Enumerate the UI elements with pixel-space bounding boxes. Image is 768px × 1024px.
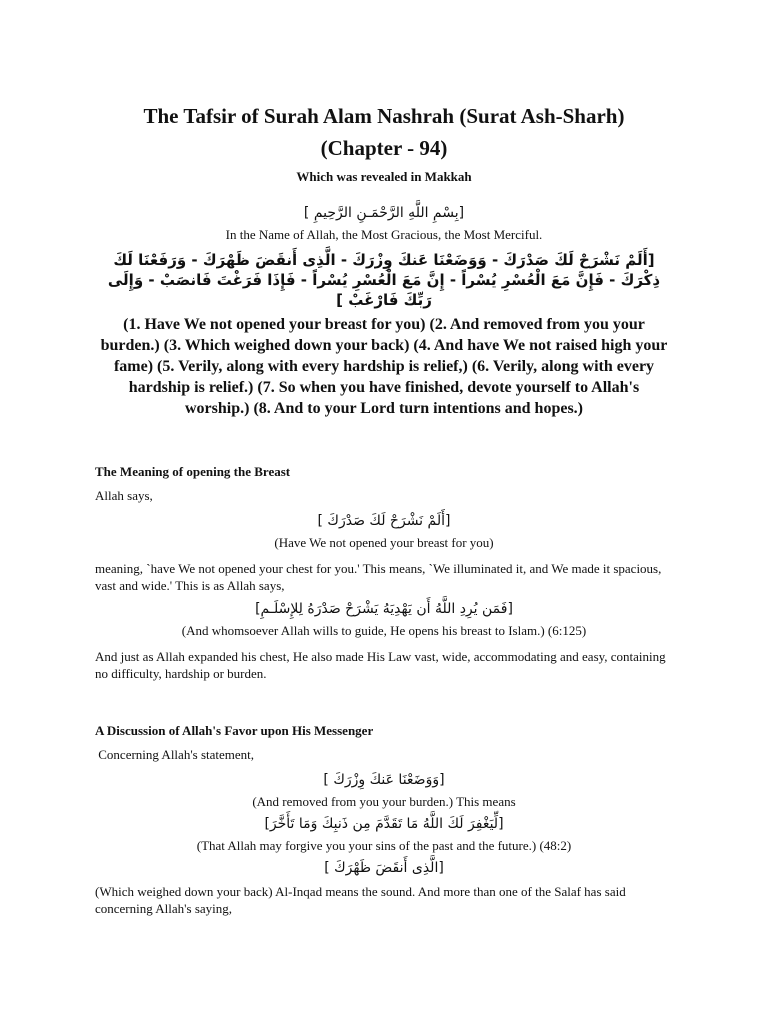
section1-intro: Allah says,: [95, 488, 153, 503]
section1-paragraph-1: meaning, `have We not opened your chest for you.' This means, `We illuminated it, and We made it spacious, vast and wide.' This is as Allah says,: [95, 561, 662, 593]
section2-verse-arabic: [وَوَضَعْنَا عَنكَ وِزْرَكَ ]: [323, 772, 445, 788]
title-line-2: (Chapter - 94): [320, 136, 448, 160]
section1-verse2-arabic: [فَمَن يُرِدِ اللَّهُ أَن يَهْدِيَهُ يَشْرَحْ صَدْرَهُ لِلإِسْلَـمِ]: [255, 601, 513, 617]
section2-intro: Concerning Allah's statement,: [95, 747, 255, 762]
title-line-1: The Tafsir of Surah Alam Nashrah (Surat Ash-Sharh): [143, 104, 625, 128]
section2-paragraph-1: (Which weighed down your back) Al-Inqad means the sound. And more than one of the Salaf has said concerning Allah's saying,: [95, 884, 626, 916]
section2-verse2-english: (That Allah may forgive you your sins of the past and the future.) (48:2): [196, 838, 572, 853]
basmala-arabic: [بِسْمِ اللَّهِ الرَّحْمَـنِ الرَّحِيمِ ]: [303, 205, 465, 221]
section1-verse-english: (Have We not opened your breast for you): [274, 535, 494, 550]
surah-translation: (1. Have We not opened your breast for you) (2. And removed from you your burden.) (3. Which weighed down your back) (4. And have We not raised high your fame) (5. Verily, along with every hardship is relief,) (6. Verily, along with every hardship is relief.) (7. So when you have finished, devote yourself to Allah's worship.) (8. And to your Lord turn intentions and hopes.): [100, 316, 668, 417]
document-title: [95, 100, 673, 164]
section1-verse2-english: (And whomsoever Allah wills to guide, He opens his breast to Islam.) (6:125): [181, 623, 587, 638]
section1-verse-arabic: [أَلَمْ نَشْرَحْ لَكَ صَدْرَكَ ]: [317, 513, 451, 529]
section2-verse-english: (And removed from you your burden.) This means: [252, 794, 516, 809]
section-heading-allahs-favor: A Discussion of Allah's Favor upon His Messenger: [95, 723, 374, 738]
surah-arabic-text: [أَلَمْ نَشْرَحْ لَكَ صَدْرَكَ - وَوَضَعْنَا عَنكَ وِزْرَكَ - الَّذِى أَنقَضَ ظَهْرَكَ - وَرَفَعْنَا لَكَ ذِكْرَكَ - فَإِنَّ مَعَ الْعُسْرِ يُسْراً - إِنَّ مَعَ الْعُسْرِ يُسْراً - فَإِذَا فَرَغْتَ فَانصَبْ - وَإِلَى رَبِّكَ فَارْغَبْ ]: [107, 251, 661, 309]
section-heading-opening-breast: The Meaning of opening the Breast: [95, 464, 291, 479]
basmala-english: In the Name of Allah, the Most Gracious, the Most Merciful.: [225, 227, 543, 242]
section2-verse3-arabic: [الَّذِى أَنقَضَ ظَهْرَكَ ]: [324, 860, 444, 876]
section2-verse2-arabic: [لِّيَغْفِرَ لَكَ اللَّهُ مَا تَقَدَّمَ مِن ذَنبِكَ وَمَا تَأَخَّرَ]: [264, 816, 504, 832]
revelation-subtitle: Which was revealed in Makkah: [296, 169, 472, 184]
section1-paragraph-2: And just as Allah expanded his chest, He also made His Law vast, wide, accommodating and easy, containing no difficulty, hardship or burden.: [95, 649, 666, 681]
